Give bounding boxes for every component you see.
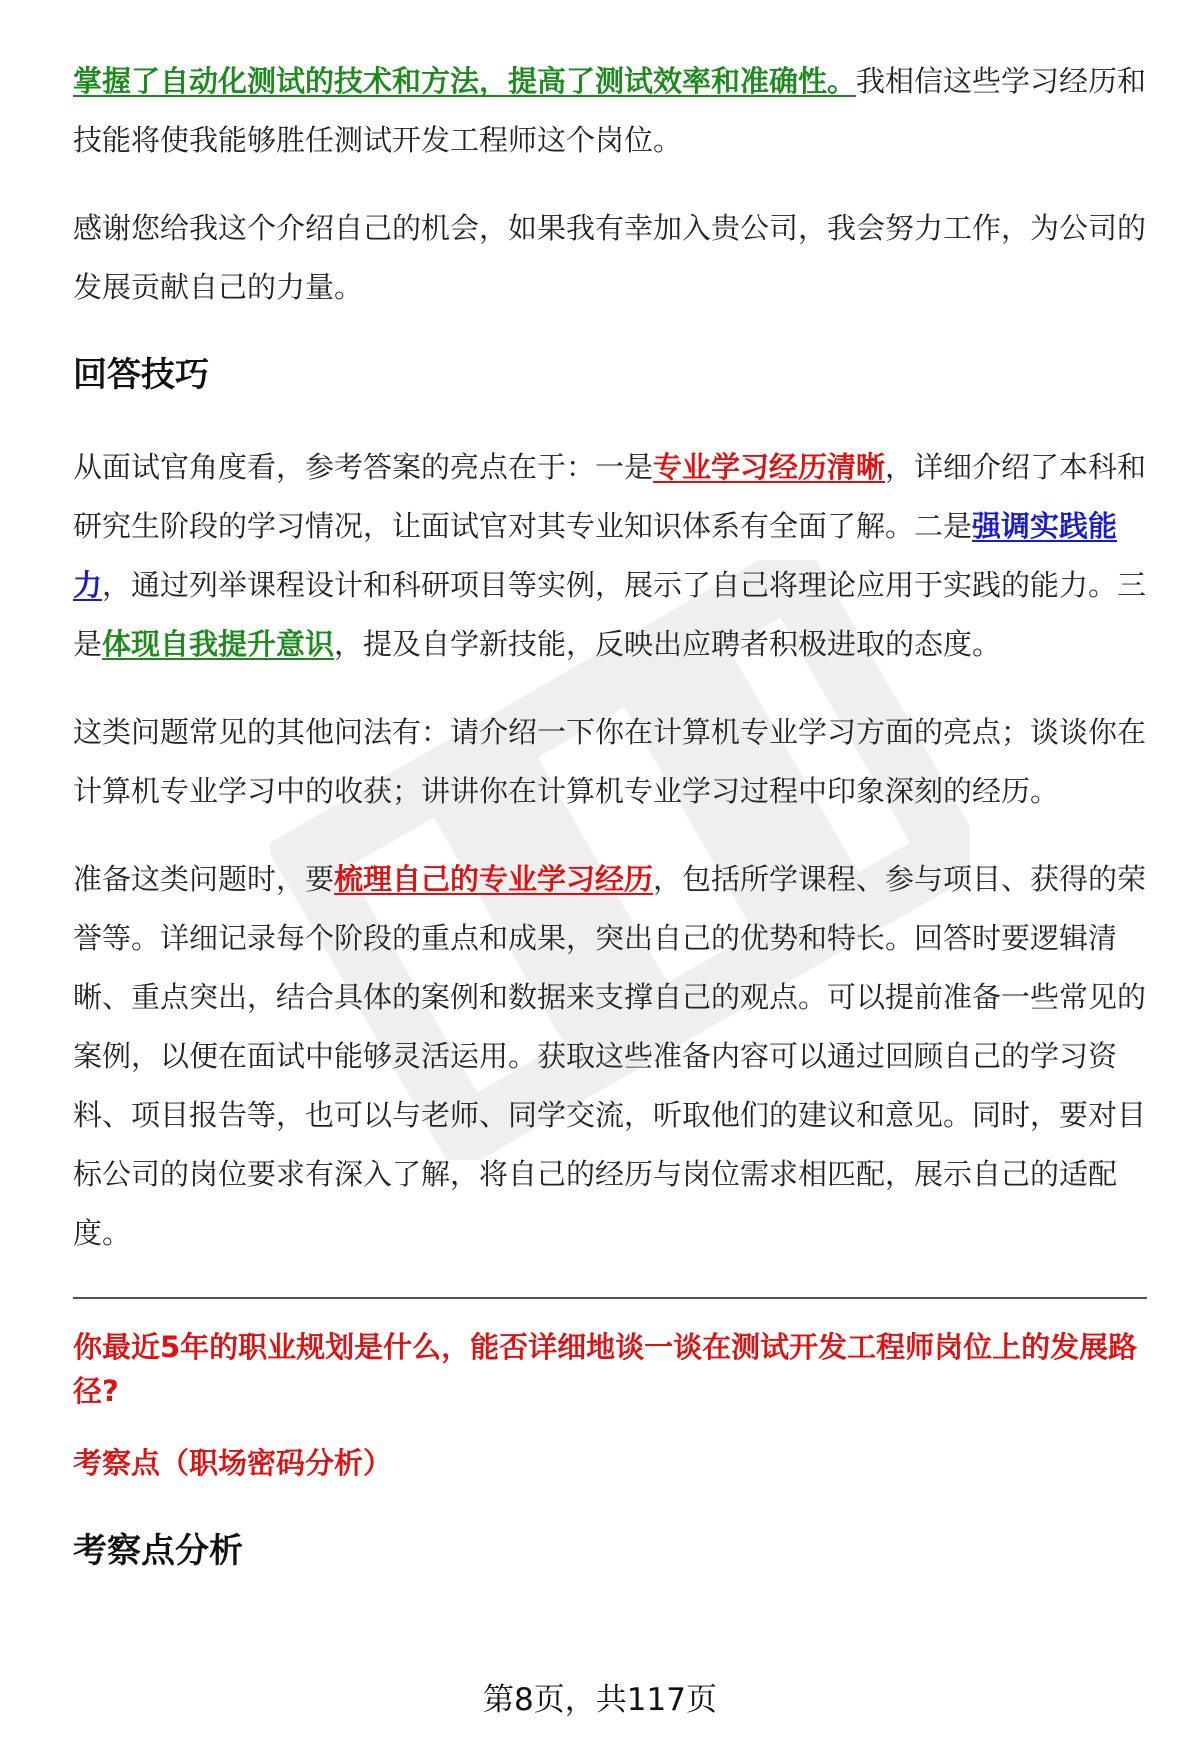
page-number: 第8页，共117页 [483, 1682, 717, 1718]
analysis-heading: 考察点分析 [73, 1531, 243, 1571]
tips-paragraph-highlights [73, 438, 1147, 674]
thanks-paragraph: 感谢您给我这个介绍自己的机会，如果我有幸加入贵公司，我会努力工作，为公司的发展贡献自己的力量。 [73, 211, 1147, 304]
intro-highlight: 掌握了自动化测试的技术和方法，提高了测试效率和准确性。 [73, 64, 857, 98]
tips-text-4: ，提及自学新技能，反映出应聘者积极进取的态度。 [334, 627, 1002, 661]
tips-paragraph-variants: 这类问题常见的其他问法有：请介绍一下你在计算机专业学习方面的亮点；谈谈你在计算机专业学习中的收获；讲讲你在计算机专业学习过程中印象深刻的经历。 [73, 715, 1147, 808]
tips-highlight-3: 体现自我提升意识 [102, 627, 335, 661]
prepare-text-2: ，包括所学课程、参与项目、获得的荣誉等。详细记录每个阶段的重点和成果，突出自己的优势和特长。回答时要逻辑清晰、重点突出，结合具体的案例和数据来支撑自己的观点。可以提前准备一些常见的案例，以便在面试中能够灵活运用。获取这些准备内容可以通过回顾自己的学习资料、项目报告等，也可以与老师、同学交流，听取他们的建议和意见。同时，要对目标公司的岗位要求有深入了解，将自己的经历与岗位需求相匹配，展示自己的适配度。 [73, 862, 1147, 1250]
focus-label: 考察点（职场密码分析） [73, 1446, 393, 1480]
intro-paragraph [73, 52, 1147, 170]
intro-text: 我相信这些学习经历和技能将使我能够胜任测试开发工程师这个岗位。 [73, 64, 1147, 157]
prepare-highlight: 梳理自己的专业学习经历 [334, 862, 654, 896]
tips-heading: 回答技巧 [73, 355, 209, 395]
tips-highlight-2: 强调实践能力 [73, 509, 1118, 602]
tips-text-2: ，详细介绍了本科和研究生阶段的学习情况，让面试官对其专业知识体系有全面了解。二是 [73, 450, 1147, 543]
tips-highlight-1: 专业学习经历清晰 [653, 450, 886, 484]
tips-text-1: 从面试官角度看，参考答案的亮点在于：一是 [73, 450, 654, 484]
tips-paragraph-prepare [73, 850, 1147, 1263]
document-page [73, 52, 1147, 1572]
section-divider [73, 1297, 1147, 1299]
prepare-text-1: 准备这类问题时，要 [73, 862, 335, 896]
next-question: 你最近5年的职业规划是什么，能否详细地谈一谈在测试开发工程师岗位上的发展路径? [73, 1330, 1138, 1408]
tips-text-3: ，通过列举课程设计和科研项目等实例，展示了自己将理论应用于实践的能力。三是 [73, 568, 1147, 661]
